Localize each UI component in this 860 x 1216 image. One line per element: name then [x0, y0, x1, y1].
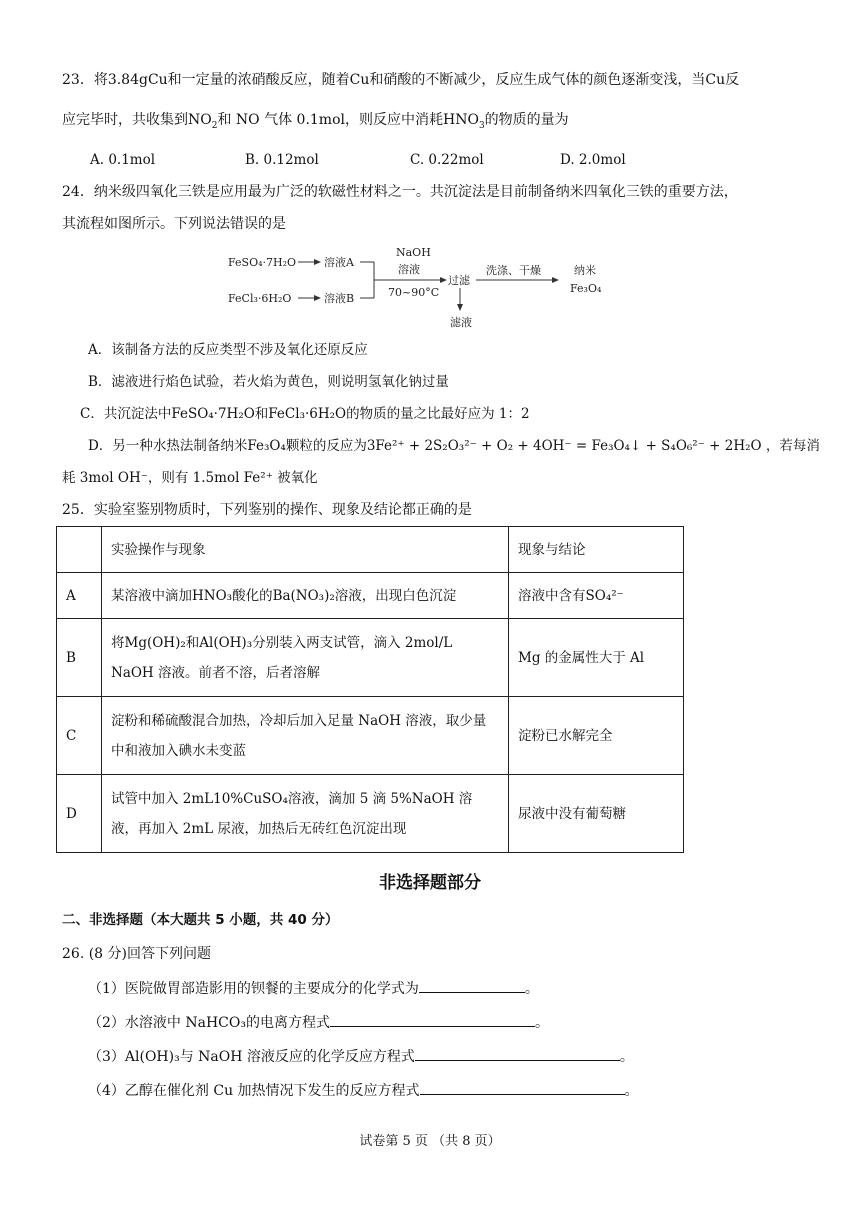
flow-fecl3: FeCl₃·6H₂O: [228, 292, 292, 305]
answer-blank[interactable]: [419, 978, 525, 993]
flow-nano: 纳米: [574, 264, 596, 277]
row-label: C: [57, 697, 102, 775]
flow-filtrate: 滤液: [450, 316, 472, 329]
q26-item-2: （2）水溶液中 NaHCO₃的电离方程式 。: [88, 1012, 549, 1033]
row-conclusion: Mg 的金属性大于 Al: [509, 619, 684, 697]
answer-blank[interactable]: [420, 1080, 625, 1095]
q25-stem: 25．实验室鉴别物质时，下列鉴别的操作、现象及结论都正确的是: [62, 502, 472, 518]
q24-option-d-line1: D．另一种水热法制备纳米Fe₃O₄颗粒的反应为3Fe²⁺ + 2S₂O₃²⁻ + O₂ + 4OH⁻ = Fe₃O₄↓ + S₄O₆²⁻ + 2H₂O ，若每消: [88, 438, 820, 454]
flow-feso4: FeSO₄·7H₂O: [228, 256, 297, 269]
row-operation: 某溶液中滴加HNO₃酸化的Ba(NO₃)₂溶液，出现白色沉淀: [102, 573, 509, 619]
table-row: [57, 619, 684, 697]
q23-line1: 23．将3.84gCu和一定量的浓硝酸反应，随着Cu和硝酸的不断减少，反应生成气体的颜色逐渐变浅，当Cu反: [62, 72, 740, 88]
q24-line2: 其流程如图所示。下列说法错误的是: [62, 216, 286, 232]
flow-filter: 过滤: [448, 274, 470, 287]
row-label: B: [57, 619, 102, 697]
table-header-cell: [57, 527, 102, 573]
table-row: [57, 775, 684, 853]
row-operation: 淀粉和稀硫酸混合加热，冷却后加入足量 NaOH 溶液，取少量中和液加入碘水未变蓝: [102, 697, 509, 775]
q26-stem: 26. (8 分)回答下列问题: [62, 946, 211, 962]
flow-wash-dry: 洗涤、干燥: [486, 264, 541, 277]
q25-table: [56, 526, 684, 853]
section-title: 非选择题部分: [379, 873, 481, 893]
q23-option-c: C. 0.22mol: [410, 152, 484, 168]
part2-heading: 二、非选择题（本大题共 5 小题，共 40 分）: [62, 912, 339, 928]
table-row: [57, 697, 684, 775]
q23-option-a: A. 0.1mol: [90, 152, 156, 168]
q26-item-4: （4）乙醇在催化剂 Cu 加热情况下发生的反应方程式 。: [88, 1080, 639, 1101]
flow-solution-a: 溶液A: [324, 256, 354, 269]
q24-option-c: C．共沉淀法中FeSO₄·7H₂O和FeCl₃·6H₂O的物质的量之比最好应为 1：2: [80, 406, 530, 422]
q24-option-b: B．滤液进行焰色试验，若火焰为黄色，则说明氢氧化钠过量: [88, 374, 449, 390]
flow-solution-b: 溶液B: [324, 292, 355, 305]
q23-option-d: D. 2.0mol: [560, 152, 626, 168]
q24-option-a: A．该制备方法的反应类型不涉及氧化还原反应: [88, 342, 368, 358]
q24-line1: 24．纳米级四氧化三铁是应用最为广泛的软磁性材料之一。共沉淀法是目前制备纳米四氧化三铁的重要方法，: [62, 184, 738, 200]
q23-line2: 应完毕时，共收集到$NO_2$和 NO 气体 0.1mol，则反应中消耗$HNO_3$的物质的量为: [62, 112, 569, 131]
q24-option-d-line2: 耗 3mol OH⁻，则有 1.5mol Fe²⁺ 被氧化: [62, 470, 318, 486]
page-footer: 试卷第 5 页 （共 8 页）: [359, 1134, 501, 1149]
row-conclusion: 溶液中含有SO₄²⁻: [509, 573, 684, 619]
flow-diagram: [228, 246, 628, 330]
row-operation: 将Mg(OH)₂和Al(OH)₃分别装入两支试管，滴入 2mol/L NaOH 溶液。前者不溶，后者溶解: [102, 619, 509, 697]
row-label: D: [57, 775, 102, 853]
table-header-cell: 实验操作与现象: [102, 527, 509, 573]
row-conclusion: 淀粉已水解完全: [509, 697, 684, 775]
table-header-row: [57, 527, 684, 573]
q23-option-b: B. 0.12mol: [245, 152, 319, 168]
flow-temperature: 70~90°C: [388, 286, 440, 299]
flow-naoh: NaOH: [396, 246, 431, 259]
flow-fe3o4: Fe₃O₄: [570, 282, 602, 295]
answer-blank[interactable]: [330, 1012, 535, 1027]
table-header-cell: 现象与结论: [509, 527, 684, 573]
q26-item-3: （3）Al(OH)₃与 NaOH 溶液反应的化学反应方程式 。: [88, 1046, 634, 1067]
q26-item-1: （1）医院做胃部造影用的钡餐的主要成分的化学式为 。: [88, 978, 539, 999]
row-label: A: [57, 573, 102, 619]
answer-blank[interactable]: [415, 1046, 620, 1061]
row-conclusion: 尿液中没有葡萄糖: [509, 775, 684, 853]
flow-naoh-solution: 溶液: [398, 263, 420, 276]
table-row: [57, 573, 684, 619]
row-operation: 试管中加入 2mL10%CuSO₄溶液，滴加 5 滴 5%NaOH 溶液，再加入 2mL 尿液，加热后无砖红色沉淀出现: [102, 775, 509, 853]
